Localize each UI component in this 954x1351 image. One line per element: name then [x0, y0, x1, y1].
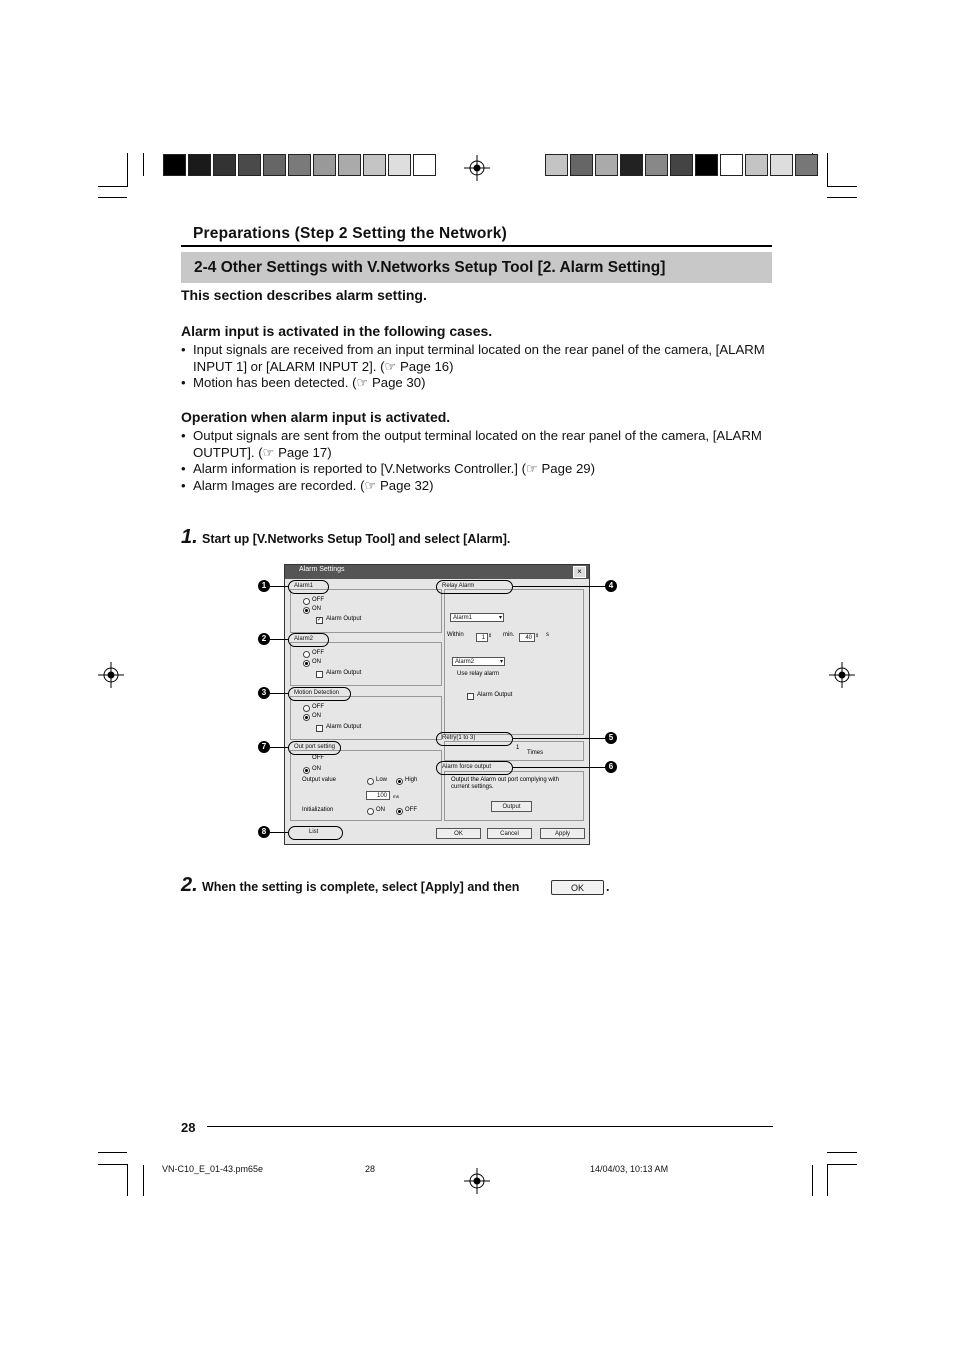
times-label: Times [527, 750, 544, 756]
output-width-input[interactable]: 100 [366, 791, 390, 800]
footer-date: 14/04/03, 10:13 AM [590, 1164, 669, 1174]
force-callout: Alarm force output [436, 761, 513, 775]
radio-label: OFF [312, 704, 324, 710]
radio-label: ON [312, 606, 321, 612]
registration-mark-icon [464, 1168, 490, 1194]
initialization-label: Initialization [302, 807, 334, 813]
alarm-settings-dialog [284, 564, 590, 845]
outport-callout: Out port setting [288, 741, 341, 755]
alarm2-on-radio[interactable] [303, 660, 310, 667]
output-high-radio[interactable] [396, 778, 403, 785]
outport-on-radio[interactable] [303, 767, 310, 774]
list-item: • Input signals are received from an input terminal located on the rear panel of the camera, [ALARM INPUT 1] or [ALARM INPUT 2]. (☞ Page 16) [181, 342, 765, 374]
motion-off-radio[interactable] [303, 705, 310, 712]
footer-rule [207, 1126, 773, 1127]
radio-label: OFF [312, 755, 324, 761]
output-low-radio[interactable] [367, 778, 374, 785]
minutes-unit: min. [503, 632, 515, 638]
output-button[interactable]: Output [491, 801, 532, 812]
callout-number: 3 [258, 687, 270, 699]
radio-label: OFF [312, 650, 324, 656]
callout-number: 4 [605, 580, 617, 592]
checkbox-label: Alarm Output [326, 670, 362, 676]
step-text: When the setting is complete, select [Apply] and then [202, 880, 520, 894]
radio-label: OFF [405, 807, 417, 813]
motion-on-radio[interactable] [303, 714, 310, 721]
dialog-title: Alarm Settings [299, 566, 345, 573]
list-button-callout[interactable]: List [288, 826, 343, 840]
within-label: Within [447, 632, 464, 638]
seconds-unit: s [546, 632, 549, 638]
alarm1-callout: Alarm1 [288, 580, 329, 594]
page-number: 28 [181, 1120, 196, 1135]
banner-title: 2-4 Other Settings with V.Networks Setup Tool [2. Alarm Setting] [194, 259, 666, 276]
step-number: 1. [181, 526, 198, 548]
spinner-icon[interactable]: ⇕ [535, 633, 540, 639]
registration-mark-icon [98, 662, 124, 688]
relay-callout: Relay Alarm [436, 580, 513, 594]
init-on-radio[interactable] [367, 808, 374, 815]
list-item: • Output signals are sent from the output terminal located on the rear panel of the camera, [ALARM OUTPUT]. (☞ Page 17) [181, 428, 762, 460]
output-value-label: Output value [302, 777, 337, 783]
radio-label: ON [312, 766, 321, 772]
color-bar-left [163, 154, 438, 176]
footer-filename: VN-C10_E_01-43.pm65e [162, 1164, 264, 1174]
use-relay-label: Use relay alarm [457, 671, 500, 677]
seconds-input[interactable]: 40 [519, 633, 535, 642]
apply-button[interactable]: Apply [540, 828, 585, 839]
relay-source-select[interactable]: Alarm1 ▾ [450, 613, 504, 622]
list-item: • Motion has been detected. (☞ Page 30) [181, 375, 426, 390]
step-text: Start up [V.Networks Setup Tool] and select [Alarm]. [202, 532, 511, 546]
motion-output-checkbox[interactable] [316, 725, 323, 732]
alarm1-off-radio[interactable] [303, 598, 310, 605]
relay-output-checkbox[interactable] [467, 693, 474, 700]
callout-number: 2 [258, 633, 270, 645]
step-number: 2. [181, 874, 198, 896]
close-icon[interactable]: × [573, 566, 586, 578]
radio-label: ON [312, 713, 321, 719]
checkbox-label: Alarm Output [326, 724, 362, 730]
color-bar-right [545, 154, 820, 176]
unit-label: ms [393, 794, 399, 799]
registration-mark-icon [464, 155, 490, 181]
retry-value[interactable]: 1 [516, 745, 520, 751]
alarm1-on-radio[interactable] [303, 607, 310, 614]
radio-label: OFF [312, 597, 324, 603]
dialog-titlebar [285, 565, 589, 579]
ok-button[interactable]: OK [436, 828, 481, 839]
alarm2-output-checkbox[interactable] [316, 671, 323, 678]
operation-heading: Operation when alarm input is activated. [181, 409, 451, 425]
callout-number: 7 [258, 741, 270, 753]
radio-label: ON [376, 807, 385, 813]
motion-callout: Motion Detection [288, 687, 351, 701]
section-banner [181, 252, 772, 283]
callout-number: 5 [605, 732, 617, 744]
relay-target-select[interactable]: Alarm2 ▾ [452, 657, 505, 666]
list-item: • Alarm information is reported to [V.Networks Controller.] (☞ Page 29) [181, 461, 595, 476]
alarm2-callout: Alarm2 [288, 633, 329, 647]
callout-number: 8 [258, 826, 270, 838]
callout-number: 6 [605, 761, 617, 773]
callout-number: 1 [258, 580, 270, 592]
footer-page: 28 [365, 1164, 376, 1174]
radio-label: High [405, 777, 418, 783]
retry-callout: Retry(1 to 3) [436, 732, 513, 746]
init-off-radio[interactable] [396, 808, 403, 815]
step-end: . [606, 880, 610, 894]
list-item: • Alarm Images are recorded. (☞ Page 32) [181, 478, 434, 493]
registration-mark-icon [829, 662, 855, 688]
checkbox-label: Alarm Output [477, 692, 513, 698]
section-heading: Preparations (Step 2 Setting the Network) [193, 225, 507, 242]
heading-rule [181, 245, 772, 247]
ok-button-illustration: OK [551, 880, 604, 895]
cancel-button[interactable]: Cancel [487, 828, 532, 839]
radio-label: ON [312, 659, 321, 665]
intro-text: This section describes alarm setting. [181, 287, 427, 303]
checkbox-label: Alarm Output [326, 616, 362, 622]
minutes-input[interactable]: 1 [476, 633, 488, 642]
alarm-input-heading: Alarm input is activated in the following cases. [181, 323, 493, 339]
force-description: Output the Alarm out port complying with current settings. [451, 777, 560, 790]
spinner-icon[interactable]: ⇕ [488, 633, 493, 639]
alarm2-off-radio[interactable] [303, 651, 310, 658]
radio-label: Low [376, 777, 388, 783]
alarm1-output-checkbox[interactable]: ✓ [317, 617, 323, 623]
